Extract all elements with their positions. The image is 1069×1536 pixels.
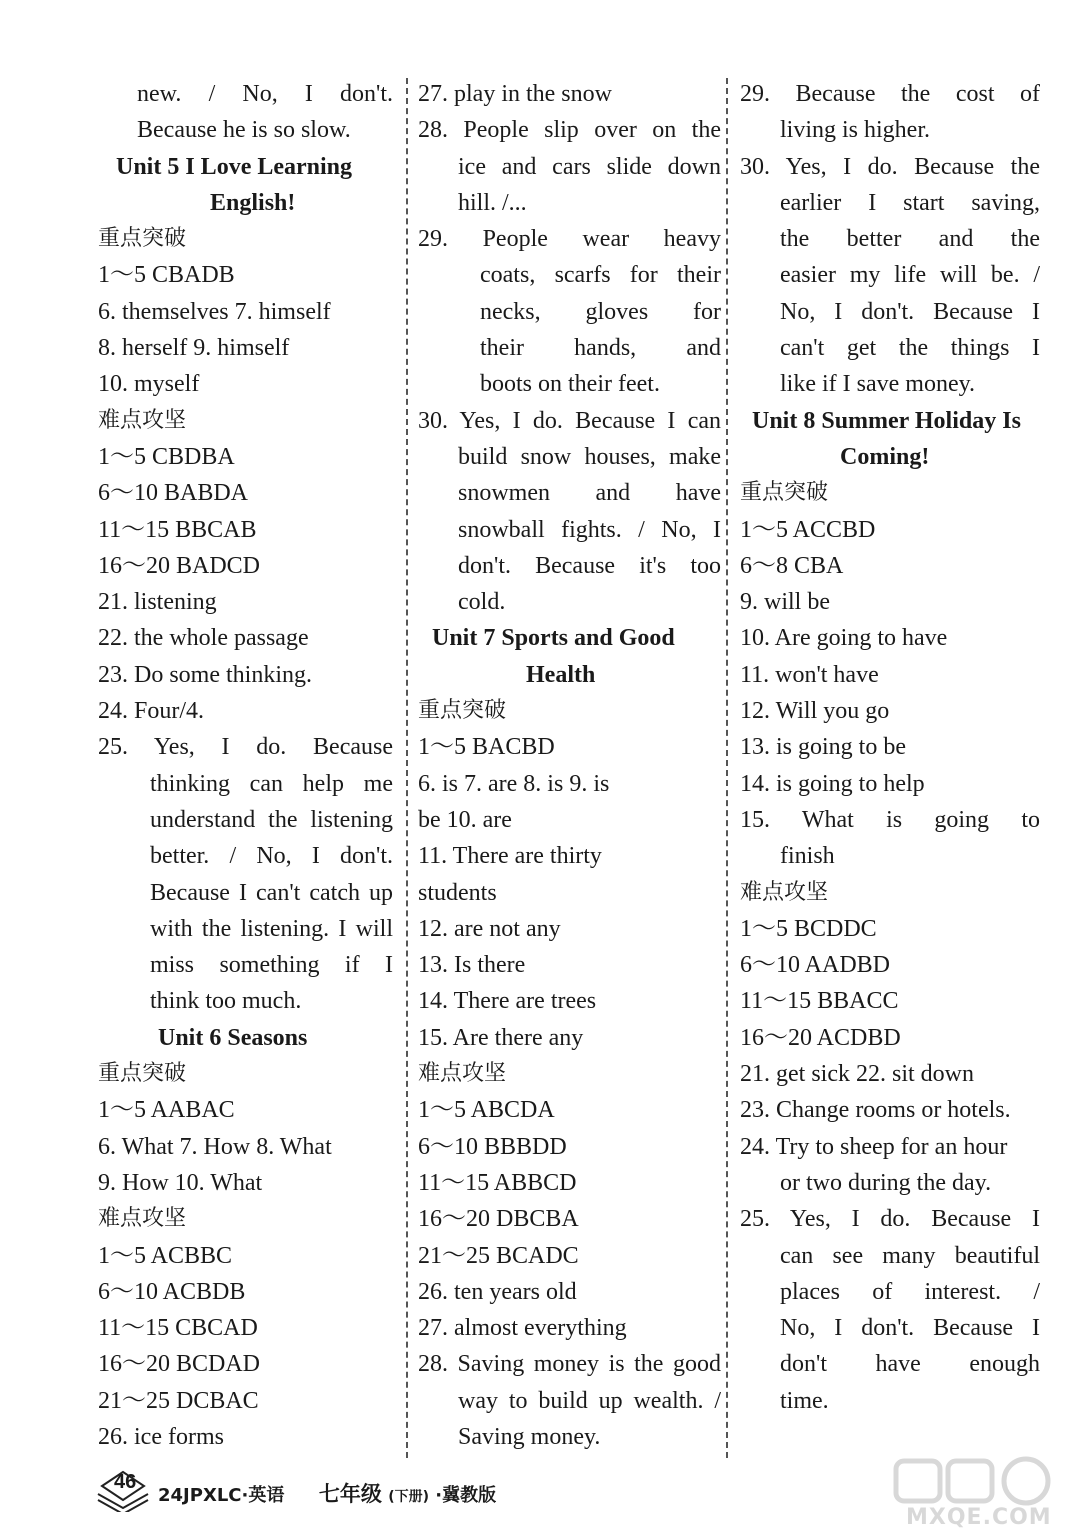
answer-line: snowmen and have (458, 480, 721, 507)
answer-line: 27. play in the snow (418, 81, 612, 107)
answer-line: 27. almost everything (418, 1315, 627, 1342)
section-heading: 难点攻坚 (418, 1061, 507, 1087)
answer-line: 6～10 ACBDB (98, 1278, 246, 1305)
answer-line: 9. How 10. What (98, 1169, 263, 1196)
answer-line: 28. People slip over on the (418, 117, 721, 144)
answer-line: 12. are not any (418, 915, 561, 942)
answer-line: 8. herself 9. himself (98, 335, 290, 362)
answer-line: 30. Yes, I do. Because the (740, 153, 1040, 180)
answer-column-3 (740, 76, 1040, 1419)
unit-heading: Health (526, 661, 596, 688)
answer-line: finish (780, 843, 835, 870)
answer-line: snowball fights. / No, I (458, 516, 721, 543)
answer-line: 10. myself (98, 371, 200, 398)
unit-heading: Unit 8 Summer Holiday Is (752, 407, 1021, 434)
unit-heading: English! (210, 189, 296, 216)
answer-line: can't get the things I (780, 335, 1040, 362)
watermark-text: MXQE.COM (906, 1505, 1052, 1530)
answer-line: No, I don't. Because I (780, 1315, 1040, 1342)
answer-line: new. / No, I don't. (137, 81, 393, 107)
answer-line: build snow houses, make (458, 443, 721, 470)
answer-line: 6～8 CBA (740, 552, 844, 579)
answer-line: No, I don't. Because I (780, 298, 1040, 325)
answer-line: 29. Because the cost of (740, 81, 1040, 107)
answer-line: 23. Change rooms or hotels. (740, 1097, 1011, 1124)
answer-line: 9. will be (740, 589, 830, 616)
answer-line: 10. Are going to have (740, 625, 948, 652)
answer-line: way to build up wealth. / (458, 1387, 721, 1414)
answer-line: 25. Yes, I do. Because (98, 734, 393, 761)
answer-line: 25. Yes, I do. Because I (740, 1206, 1040, 1233)
section-heading: 难点攻坚 (98, 1206, 187, 1232)
answer-line: places of interest. / (780, 1278, 1040, 1305)
book-code (158, 1478, 496, 1508)
answer-line: 1～5 ACBBC (98, 1242, 233, 1269)
answer-line: 26. ice forms (98, 1423, 224, 1450)
answer-line: 1～5 BACBD (418, 734, 555, 761)
answer-line: 16～20 ACDBD (740, 1024, 901, 1051)
answer-line: 6. What 7. How 8. What (98, 1133, 332, 1160)
answer-line: living is higher. (780, 117, 930, 144)
answer-line: can see many beautiful (780, 1242, 1040, 1269)
answer-line: 12. Will you go (740, 698, 890, 725)
answer-line: 16～20 BADCD (98, 552, 261, 579)
answer-line: better. / No, I don't. (150, 843, 393, 870)
answer-line: 29. People wear heavy (418, 226, 721, 253)
answer-line: 16～20 BCDAD (98, 1351, 261, 1378)
unit-heading: Coming! (840, 443, 930, 470)
answer-line: understand the listening (150, 806, 393, 833)
column-divider-left (406, 78, 408, 1458)
answer-line: easier my life will be. / (780, 262, 1040, 289)
answer-line: don't have enough (780, 1351, 1040, 1378)
answer-line: 1～5 ABCDA (418, 1097, 555, 1124)
unit-heading: Unit 7 Sports and Good (432, 625, 675, 652)
answer-line: cold. (458, 589, 506, 616)
answer-line: 13. Is there (418, 952, 526, 979)
answer-line: 15. Are there any (418, 1024, 584, 1051)
answer-line: 21～25 DCBAC (98, 1387, 259, 1414)
answer-line: 21. listening (98, 589, 217, 616)
section-heading: 难点攻坚 (740, 879, 829, 905)
section-heading: 难点攻坚 (98, 407, 187, 433)
answer-line: 11～15 CBCAD (98, 1315, 258, 1342)
book-code-text: 24JPXLC·英语 (158, 1485, 285, 1506)
answer-line: 6. themselves 7. himself (98, 298, 331, 325)
page-footer (92, 1462, 612, 1522)
answer-line: earlier I start saving, (780, 189, 1040, 216)
unit-heading: Unit 6 Seasons (158, 1024, 308, 1051)
answer-line: students (418, 879, 497, 906)
answer-line: necks, gloves for (480, 298, 721, 325)
answer-line: 14. There are trees (418, 988, 597, 1015)
volume-label: (下册) (388, 1489, 429, 1505)
answer-line: 11～15 ABBCD (418, 1169, 577, 1196)
answer-line: hill. /... (458, 189, 527, 216)
answer-line: coats, scarfs for their (480, 262, 721, 289)
answer-line: Because he is so slow. (137, 117, 351, 144)
answer-line: think too much. (150, 988, 302, 1015)
answer-line: 1～5 BCDDC (740, 915, 877, 942)
answer-line: be 10. are (418, 806, 512, 833)
answer-line: 1～5 CBADB (98, 262, 235, 289)
answer-line: 11～15 BBACC (740, 988, 899, 1015)
answer-line: 6～10 AADBD (740, 952, 891, 979)
answer-line: the better and the (780, 226, 1040, 253)
answer-line: 26. ten years old (418, 1278, 577, 1305)
answer-line: thinking can help me (150, 770, 393, 797)
section-heading: 重点突破 (98, 226, 187, 252)
answer-column-1 (98, 76, 393, 1455)
page-number: 46 (114, 1471, 137, 1493)
answer-line: ice and cars slide down (458, 153, 721, 180)
answer-line: 24. Try to sheep for an hour (740, 1133, 1008, 1160)
answer-column-2 (418, 76, 721, 1455)
answer-line: 28. Saving money is the good (418, 1351, 721, 1378)
answer-line: don't. Because it's too (458, 552, 721, 579)
answer-line: 15. What is going to (740, 806, 1040, 833)
answer-line: 30. Yes, I do. Because I can (418, 407, 721, 434)
answer-line: time. (780, 1387, 829, 1414)
answer-line: with the listening. I will (150, 915, 393, 942)
answer-line: like if I save money. (780, 371, 976, 398)
answer-line: their hands, and (480, 335, 721, 362)
answer-line: 1～5 ACCBD (740, 516, 876, 543)
answer-line: 23. Do some thinking. (98, 661, 312, 688)
column-divider-right (726, 78, 728, 1458)
edition-label: ·冀教版 (435, 1485, 497, 1506)
answer-line: 13. is going to be (740, 734, 906, 761)
answer-line: 14. is going to help (740, 770, 925, 797)
watermark-logo-icon (876, 1455, 1066, 1511)
answer-line: 22. the whole passage (98, 625, 309, 652)
answer-line: miss something if I (150, 952, 393, 979)
answer-line: 11. There are thirty (418, 843, 602, 870)
answer-line: 21. get sick 22. sit down (740, 1061, 974, 1088)
section-heading: 重点突破 (98, 1061, 187, 1087)
answer-line: 6～10 BBBDD (418, 1133, 567, 1160)
answer-line: 11～15 BBCAB (98, 516, 257, 543)
answer-line: 1～5 CBDBA (98, 443, 235, 470)
answer-line: Because I can't catch up (150, 879, 393, 906)
answer-line: boots on their feet. (480, 371, 660, 398)
section-heading: 重点突破 (740, 480, 829, 506)
answer-line: 11. won't have (740, 661, 879, 688)
unit-heading: Unit 5 I Love Learning (116, 153, 353, 180)
answer-line: or two during the day. (780, 1169, 992, 1196)
answer-line: 24. Four/4. (98, 698, 205, 725)
answer-line: 21～25 BCADC (418, 1242, 579, 1269)
answer-line: 6. is 7. are 8. is 9. is (418, 770, 610, 797)
section-heading: 重点突破 (418, 698, 507, 724)
answer-line: 6～10 BABDA (98, 480, 249, 507)
watermark (876, 1455, 1066, 1535)
grade-label: 七年级 (318, 1482, 382, 1506)
answer-line: 16～20 DBCBA (418, 1206, 579, 1233)
answer-line: Saving money. (458, 1423, 601, 1450)
answer-line: 1～5 AABAC (98, 1097, 235, 1124)
